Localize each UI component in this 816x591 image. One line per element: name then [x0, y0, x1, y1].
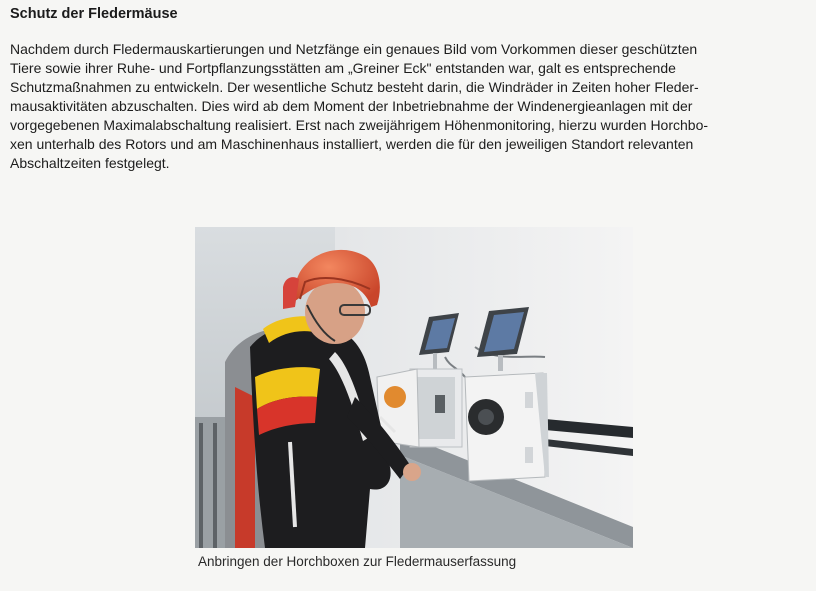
paragraph-line: Schutzmaßnahmen zu entwickeln. Der wesentliche Schutz besteht darin, die Windräder in Zeiten hoher Fleder-	[10, 79, 699, 95]
paragraph-line: Tiere sowie ihrer Ruhe- und Fortpflanzungsstätten am „Greiner Eck" entstanden war, galt es entsprechende	[10, 60, 676, 76]
figure-caption: Anbringen der Horchboxen zur Fledermauserfassung	[198, 554, 517, 569]
paragraph-line: xen unterhalb des Rotors und am Maschinenhaus installiert, werden die für den jeweiligen Standort relevanten	[10, 136, 694, 152]
worker-face	[305, 280, 365, 344]
recorder-box-open	[377, 369, 462, 447]
paragraph-line: mausaktivitäten abzuschalten. Dies wird ab dem Moment der Inbetriebnahme der Windenergieanlagen mit der	[10, 98, 693, 114]
speaker-icon	[384, 386, 406, 408]
paragraph-line: Abschaltzeiten festgelegt.	[10, 155, 170, 171]
figure-photo	[195, 227, 633, 548]
paragraph-line: vorgegebenen Maximalabschaltung realisiert. Erst nach zweijährigem Höhenmonitoring, hierzu wurden Horchbo-	[10, 117, 709, 133]
recorder-box-closed	[465, 373, 549, 481]
section-heading: Schutz der Fledermäuse	[10, 6, 178, 22]
paragraph-line: Nachdem durch Fledermauskartierungen und Netzfänge ein genaues Bild vom Vorkommen dieser geschützten	[10, 41, 698, 57]
hand	[403, 463, 421, 481]
body-paragraph	[10, 40, 800, 173]
